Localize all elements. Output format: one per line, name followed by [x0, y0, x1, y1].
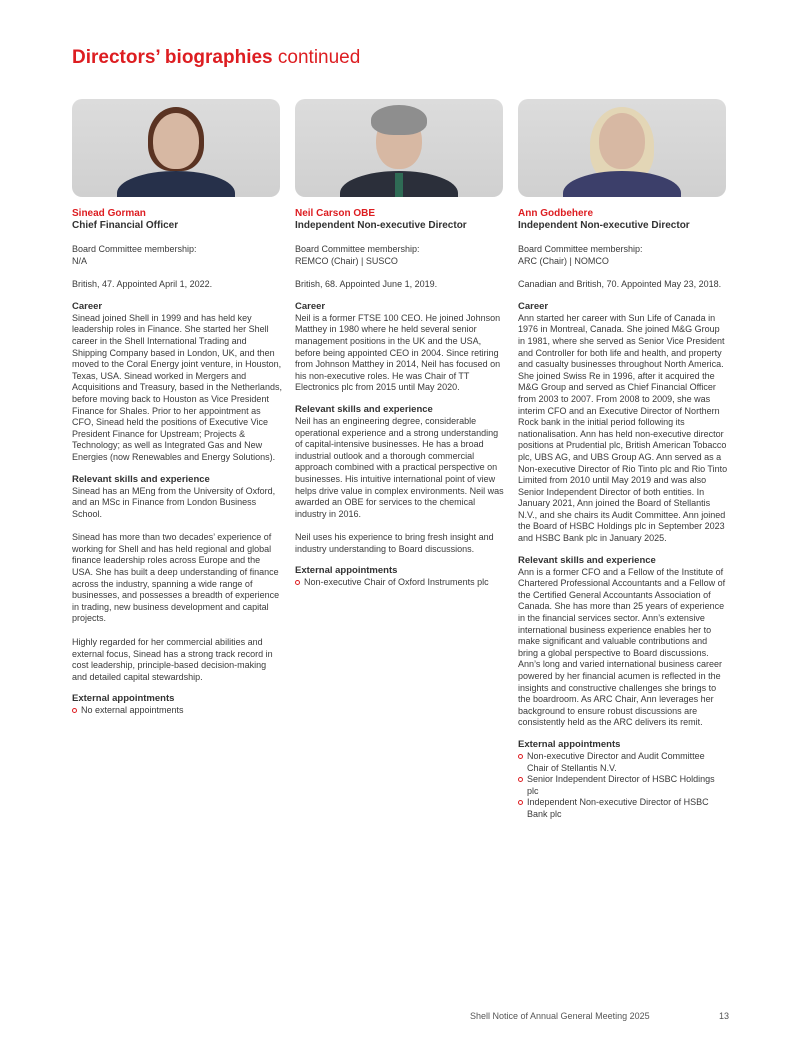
- appointments-heading: External appointments: [72, 693, 175, 705]
- bullet-icon: [295, 580, 300, 585]
- skills-paragraph: Neil uses his experience to bring fresh insight and industry understanding to Board discussions.: [295, 532, 494, 554]
- bullet-icon: [518, 754, 523, 759]
- skills-heading: Relevant skills and experience: [72, 473, 210, 485]
- director-name: Sinead Gorman: [72, 208, 146, 219]
- footer-text: Shell Notice of Annual General Meeting 2025: [470, 1011, 650, 1021]
- appointment-item: Non-executive Director and Audit Committee Chair of Stellantis N.V.: [518, 751, 728, 774]
- director-photo: [72, 99, 280, 197]
- bullet-icon: [518, 777, 523, 782]
- director-photo: [295, 99, 503, 197]
- director-role: Chief Financial Officer: [72, 220, 179, 231]
- appointment-item: Senior Independent Director of HSBC Holdings plc: [518, 774, 728, 797]
- director-photo: [518, 99, 726, 197]
- skills-paragraph: Highly regarded for her commercial abilities and external focus, Sinead has a strong track record in cost leadership, principle-based decision-making and detailed capital stewardship.: [72, 637, 273, 682]
- skills-paragraph: Neil has an engineering degree, considerable operational experience and a strong understanding of capital-intensive businesses. He has a broad industrial outlook and a thorough commercial approach combined with a practical perspective on businesses. His intuitive international point of view helps drive value in complex environments. Neil was awarded an OBE for services to the chemical industry in 2016.: [295, 415, 504, 519]
- director-name: Ann Godbehere: [518, 208, 594, 219]
- page-number: 13: [719, 1011, 730, 1021]
- bullet-icon: [72, 708, 77, 713]
- appointments-list: [295, 577, 505, 589]
- committee-label: Board Committee membership:: [72, 244, 197, 254]
- appointment-item: Independent Non-executive Director of HSBC Bank plc: [518, 797, 728, 820]
- appointments-heading: External appointments: [295, 565, 398, 577]
- page-title-continued: continued: [277, 47, 361, 68]
- director-role: Independent Non-executive Director: [518, 220, 690, 231]
- skills-paragraph: Sinead has an MEng from the University of Oxford, and an MSc in Finance from London Business School.: [72, 485, 276, 519]
- personal-details: British, 47. Appointed April 1, 2022.: [72, 279, 213, 290]
- committee-label: Board Committee membership:: [518, 244, 643, 254]
- personal-details: Canadian and British, 70. Appointed May 23, 2018.: [518, 279, 722, 290]
- appointments-list: [518, 751, 728, 821]
- career-text: Neil is a former FTSE 100 CEO. He joined Johnson Matthey in 1980 where he held several senior management positions in the UK and the USA, before being appointed CEO in 2004. Since retiring from Johnson Matthey in 2014, Neil has focused on his non-executive roles. He was Chair of TT Electronics plc from 2015 until May 2020.: [295, 312, 501, 393]
- career-heading: Career: [295, 300, 326, 312]
- career-heading: Career: [72, 300, 103, 312]
- page-title-main: Directors’ biographies: [72, 47, 273, 68]
- career-text: Ann started her career with Sun Life of Canada in 1976 in Montreal, Canada. She joined M&G Group in 1981, where she served as Senior Vice President and Controller for both life and health, and property and casualty businesses throughout North America. She joined Swiss Re in 1996, after it acquired the M&G Group and served as Chief Financial Officer from 2003 to 2007. From 2008 to 2009, she was interim CFO and an Executive Director of Northern Rock bank in the initial period following its nationalisation. Ann has held non-executive director positions at Prudential plc, British American Tobacco plc, UBS AG, and UBS Group AG. Ann served as a Non-executive Director of Rio Tinto plc and Rio Tinto Limited from 2010 until May 2019 and was also Senior Independent Director of both entities. In January 2021, Ann joined the Board of Stellantis N.V., and she chairs its Audit Committee. Ann joined the Board of HSBC Holdings plc in September 2023 and HSBC Bank plc in January 2025.: [518, 312, 728, 544]
- appointments-heading: External appointments: [518, 738, 621, 750]
- director-role: Independent Non-executive Director: [295, 220, 467, 231]
- skills-heading: Relevant skills and experience: [518, 554, 656, 566]
- director-column-ann-godbehere: [518, 99, 728, 821]
- director-column-neil-carson: [295, 99, 505, 589]
- bullet-icon: [518, 800, 523, 805]
- skills-heading: Relevant skills and experience: [295, 403, 433, 415]
- committee-membership: ARC (Chair) | NOMCO: [518, 255, 609, 266]
- career-heading: Career: [518, 300, 549, 312]
- career-text: Sinead joined Shell in 1999 and has held key leadership roles in Finance. She started her Shell career in the Shell International Trading and Shipping Company based in London, UK, and then moved to the Coral Energy joint venture, in Houston, Texas, USA. Sinead worked in Mergers and Acquisitions and Treasury, based in the Netherlands, before moving back to Houston as Vice President Finance for Shales. Prior to her appointment as CFO, Sinead held the positions of Executive Vice President Finance for Upstream; Projects & Technology; as well as Integrated Gas and New Energies (now Renewables and Energy Solutions).: [72, 312, 282, 462]
- director-name: Neil Carson OBE: [295, 208, 376, 219]
- appointment-item: No external appointments: [72, 705, 282, 717]
- skills-paragraph: Ann is a former CFO and a Fellow of the Institute of Chartered Professional Accountants and a Fellow of the Certified General Accountants Association of Canada. She has more than 25 years of experience in the financial services sector. Ann’s extensive international business experience enables her to make significant and valuable contributions and bring a global perspective to Board discussions. Ann’s long and varied international business career powered by her financial acumen is reflected in the insights and constructive challenges she brings to the boardroom. As ARC Chair, Ann leverages her background to ensure robust discussions are consistently held as the ARC delivers its remit.: [518, 566, 726, 728]
- appointments-list: [72, 705, 282, 717]
- committee-membership: REMCO (Chair) | SUSCO: [295, 255, 398, 266]
- committee-label: Board Committee membership:: [295, 244, 420, 254]
- appointment-item: Non-executive Chair of Oxford Instruments plc: [295, 577, 505, 589]
- personal-details: British, 68. Appointed June 1, 2019.: [295, 279, 438, 290]
- director-column-sinead-gorman: [72, 99, 282, 717]
- committee-membership: N/A: [72, 255, 88, 266]
- skills-paragraph: Sinead has more than two decades’ experience of working for Shell and has held regional and global finance leadership roles across Europe and the USA. She has built a deep understanding of finance across the industry, spanning a wide range of businesses, and possesses a breadth of experience in trading, new business development and capital projects.: [72, 532, 280, 624]
- page-title: [72, 47, 360, 69]
